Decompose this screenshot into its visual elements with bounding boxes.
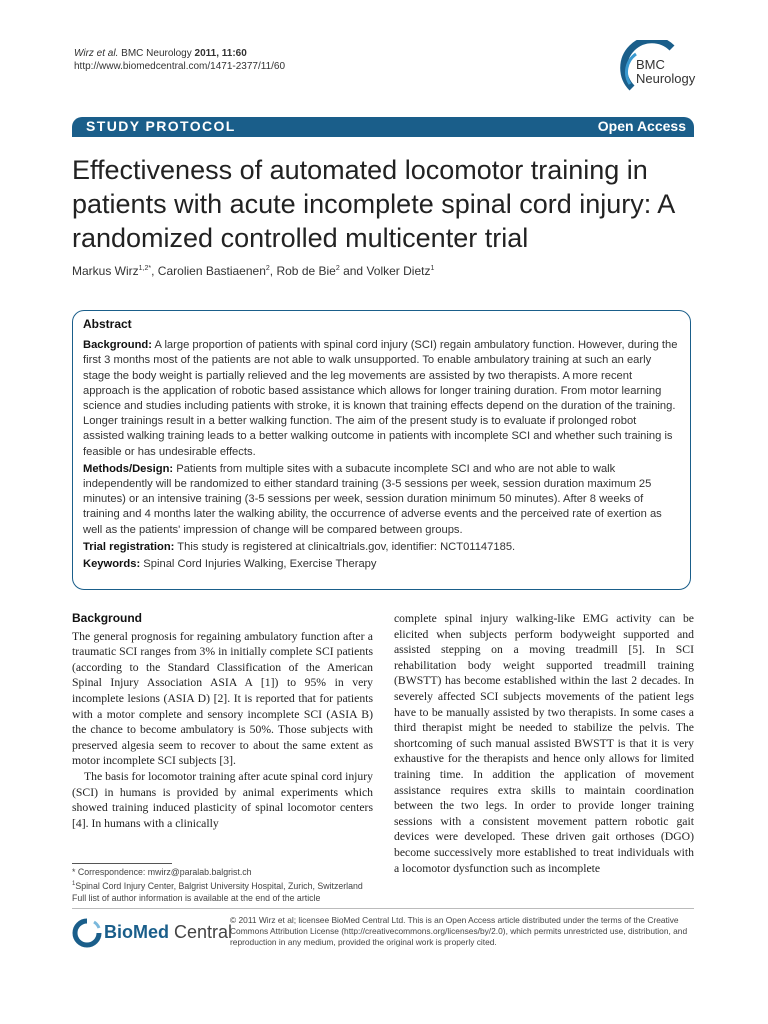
author-name: , Rob de Bie [269, 264, 336, 278]
abstract-keywords-label: Keywords: [83, 558, 141, 571]
abstract-methods [83, 462, 680, 538]
abstract-box [72, 310, 691, 590]
abstract-background-label: Background: [83, 339, 152, 352]
abstract-heading: Abstract [83, 317, 132, 331]
license-text: © 2011 Wirz et al; licensee BioMed Central Ltd. This is an Open Access article distributed under the terms of the Creative Commons Attribution License (http://creativecommons.org/licenses/by/2.0), which permits unrestricted use, distribution, and reproduction in any medium, provided the original work is properly cited. [230, 915, 688, 947]
footnotes [72, 867, 382, 904]
biomed-central-logo-icon [72, 918, 102, 948]
footnote-divider [72, 863, 172, 864]
body-paragraph: complete spinal injury walking-like EMG activity can be elicited when subjects perform bodyweight supported and assisted stepping on a moving treadmill [5]. In SCI rehabilitation body weight supported treadmill training (BWSTT) has become established within the last 2 decades. In severely affected SCI subjects movements of the patient legs have to be manually assisted by two therapists. In some cases a third therapist might be needed to stabilize the pelvis. The shortcoming of such manual assisted BWSTT is that it is very exhaustive for the therapists and hence only allows for limited training time. In addition the application of movement assistance requires extra skills to maintain coordination between the two legs. In order to provide longer training sessions with a consistent movement pattern robotic gait devices were developed. These driven gait orthoses (DGO) become successively more established to treat individuals with a locomotor dysfunction such as incomplete [394, 612, 694, 875]
correspondence-note: * Correspondence: mwirz@paralab.balgrist.ch [72, 867, 252, 877]
publisher-name-bold: BioMed [104, 922, 169, 942]
author-affiliation: 1 [430, 265, 435, 272]
affiliation-text: Spinal Cord Injury Center, Balgrist University Hospital, Zurich, Switzerland [75, 880, 363, 891]
abstract-trial-text: This study is registered at clinicaltrials.gov, identifier: NCT01147185. [174, 540, 516, 553]
abstract-trial-label: Trial registration: [83, 540, 175, 553]
journal-logo-text [636, 58, 695, 86]
citation-year-vol: 2011, 11:60 [194, 48, 247, 59]
author-info-note: Full list of author information is available at the end of the article [72, 892, 321, 903]
abstract-methods-text: Patients from multiple sites with a subacute incomplete SCI and who are not able to walk independently will be randomized to either standard training (3-5 sessions per week, session duration maximum 25 minutes) or an intensive training (3-5 sessions per week, session duration minimum 50 minutes). After 8 weeks of training and 4 months later the walking ability, the occurrence of adverse events and the perceived rate of exertion as well as the patients' impression of change will be compared between groups. [83, 462, 662, 536]
abstract-keywords [83, 557, 680, 572]
author-affiliation: 2 [265, 265, 270, 272]
article-type-label: STUDY PROTOCOL [86, 118, 236, 134]
citation-block [74, 47, 285, 73]
author-name: and Volker Dietz [339, 264, 431, 278]
journal-logo-line1: BMC [636, 57, 665, 72]
author-affiliation: 1,2* [138, 265, 152, 272]
open-access-label: Open Access [597, 118, 686, 134]
body-paragraph: The basis for locomotor training after acute spinal cord injury (SCI) in humans is provided by animal experiments which showed training induced plasticity of spinal locomotor centers [4]. In humans with a clinically [72, 769, 373, 830]
affiliation-note [72, 879, 382, 893]
citation-url[interactable]: http://www.biomedcentral.com/1471-2377/11/60 [74, 61, 286, 72]
abstract-background-text: A large proportion of patients with spinal cord injury (SCI) regain ambulatory function. However, during the first 3 months most of the patients are not able to walk unsupported. To enable ambulatory training at such an early stage the body weight is partially relieved and the leg movements are assisted by two therapists. A more recent approach is the application of robotic based assistance which allows for longer training duration. From motor learning science and studies including patients with stroke, it is known that training effects depend on the duration of the training. Longer trainings result in a better walking function. The aim of the present study is to evaluate if prolonged robot assisted walking training leads to a better walking outcome in patients with incomplete SCI and whether such training is feasible or has undesirable effects. [83, 339, 678, 458]
abstract-background [83, 338, 680, 460]
author-list [72, 264, 434, 278]
body-paragraph: The general prognosis for regaining ambulatory function after a traumatic SCI ranges from 3% in initially complete SCI patients (according to the Standard Classification of the American Spinal Injury Association ASIA A [1]) to 95% in very incomplete lesions (ASIA D) [2]. It is reported that for patients with a motor complete and sensory incomplete SCI (ASIA B) the chance to become ambulatory is 50%. Those subjects with preserved algesia seem to recover to about the same extent as motor incomplete SCI subjects [3]. [72, 629, 373, 768]
citation-journal: BMC Neurology [121, 48, 192, 59]
publisher-name-light: Central [169, 922, 233, 942]
affiliation-marker: 1 [72, 880, 76, 887]
abstract-trial [83, 540, 680, 555]
bottom-divider [72, 908, 694, 909]
journal-logo-line2: Neurology [636, 71, 696, 86]
article-title: Effectiveness of automated locomotor training in patients with acute incomplete spinal cord injury: A randomized controlled multicenter trial [72, 155, 674, 253]
publisher-name [104, 922, 232, 943]
abstract-keywords-text: Spinal Cord Injuries Walking, Exercise Therapy [140, 558, 377, 571]
citation-authors: Wirz et al. [74, 48, 119, 59]
abstract-methods-label: Methods/Design: [83, 462, 174, 475]
article-type-banner [72, 117, 694, 137]
body-column-right [394, 611, 694, 876]
body-column-left [72, 611, 373, 831]
section-heading-background: Background [72, 611, 143, 625]
author-name: Markus Wirz [72, 264, 139, 278]
author-name: , Carolien Bastiaenen [151, 264, 266, 278]
author-affiliation: 2 [335, 265, 340, 272]
